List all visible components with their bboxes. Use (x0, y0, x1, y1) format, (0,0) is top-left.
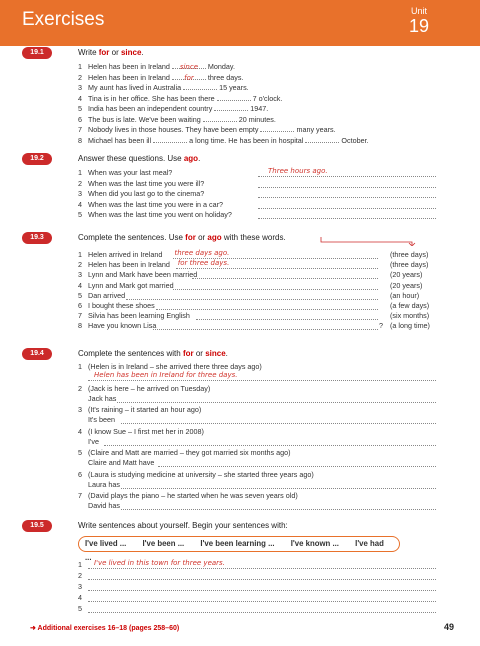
item-text: I bought these shoes (88, 301, 155, 310)
item-number: 4 (78, 426, 82, 436)
exercise-item (78, 311, 190, 321)
item-text: 1947. (248, 104, 269, 113)
answer-line[interactable] (258, 201, 436, 209)
item-text: October. (339, 135, 369, 145)
answer-text: Three hours ago. (268, 167, 328, 175)
exercise-item (78, 83, 249, 93)
answer-text: for three days. (177, 259, 230, 268)
question-text: When was the last time you were ill? (88, 178, 205, 188)
item-text: Lynn and Mark have been married (88, 270, 198, 280)
exercise-item (78, 593, 88, 603)
exercise-item (78, 104, 268, 114)
answer-line[interactable] (121, 481, 436, 489)
item-number: 2 (78, 571, 82, 580)
item-number: 6 (78, 301, 82, 310)
exercise-item (78, 448, 291, 458)
exercise-item (78, 125, 336, 135)
item-number: 6 (78, 469, 82, 479)
exercise-item (78, 321, 156, 331)
sentence-start: David has (88, 501, 120, 510)
exercise-item (78, 260, 170, 270)
answer-text: Helen has been in Ireland for three days. (94, 371, 238, 379)
sentence-starters-box (78, 536, 400, 562)
exercise-item (78, 73, 243, 83)
item-text: Helen has been in Ireland (88, 62, 172, 71)
hint-text: (a long time) (390, 321, 430, 331)
exercise-item (78, 427, 204, 437)
item-number: 8 (78, 321, 82, 331)
item-text: a long time. He has been in hospital (187, 135, 306, 145)
additional-exercises-link[interactable]: ➜ Additional exercises 16–18 (pages 258–60) (30, 625, 180, 632)
cue-text: (It's raining – it started an hour ago) (88, 405, 202, 414)
item-text: Helen has been in Ireland (88, 260, 170, 270)
exercise-badge-19-5: 19.5 (22, 520, 52, 532)
question-text: When was the last time you went on holiday? (88, 210, 232, 219)
item-number: 3 (78, 582, 82, 591)
question-mark: ? (379, 321, 383, 331)
starter: I've known ... (290, 539, 339, 548)
item-text: many years. (294, 125, 336, 134)
answer-line[interactable] (121, 416, 436, 424)
question-item (78, 179, 204, 189)
item-text: Have you known Lisa (88, 321, 157, 331)
item-number: 7 (78, 311, 82, 321)
item-number: 1 (78, 250, 82, 259)
answer-line[interactable] (88, 572, 436, 580)
answer-text: three days ago. (174, 249, 230, 257)
sentence-start: Laura has (88, 479, 120, 489)
hint-text: (20 years) (390, 280, 423, 290)
starter: I've had ... (85, 539, 384, 562)
starter: I've been ... (142, 539, 185, 548)
item-number: 5 (78, 210, 82, 219)
answer-line[interactable] (176, 261, 378, 269)
item-text: Lynn and Mark got married (88, 280, 174, 290)
exercise-item (78, 115, 276, 125)
item-text: India has been an independent country (88, 104, 215, 113)
item-number: 1 (78, 62, 82, 71)
item-number: 1 (78, 362, 82, 371)
answer-line[interactable] (158, 459, 436, 467)
item-text: three days. (205, 72, 244, 82)
hint-text: (an hour) (390, 290, 420, 300)
exercise-badge-19-4: 19.4 (22, 348, 52, 360)
item-number: 5 (78, 448, 82, 457)
exercise-badge-19-3: 19.3 (22, 232, 52, 244)
answer-line[interactable] (117, 395, 436, 403)
item-number: 2 (78, 178, 82, 188)
item-text: Nobody lives in those houses. They have been empty (88, 125, 261, 134)
answer-text: I've lived in this town for three years. (94, 559, 225, 567)
cue-text: (Claire and Matt are married – they got married six months ago) (88, 448, 291, 457)
item-number: 4 (78, 199, 82, 209)
starter: I've been learning ... (200, 539, 275, 548)
exercise-item (78, 470, 314, 480)
exercise-instruction: Write sentences about yourself. Begin your sentences with: (78, 521, 288, 530)
answer-line[interactable] (173, 251, 379, 259)
answer-blank[interactable] (214, 104, 248, 111)
item-number: 5 (78, 604, 82, 613)
exercise-item (78, 582, 88, 592)
sentence-start: I've (88, 436, 99, 446)
exercise-item (78, 136, 369, 146)
item-number: 4 (78, 593, 82, 602)
item-number: 7 (78, 491, 82, 500)
item-number: 5 (78, 290, 82, 300)
exercise-item (78, 571, 88, 581)
item-text: Helen arrived in Ireland (88, 250, 163, 259)
answer-blank[interactable] (153, 136, 187, 143)
answer-blank[interactable] (172, 73, 206, 80)
item-text: Monday. (205, 62, 235, 71)
item-number: 2 (78, 72, 82, 82)
answer-line[interactable] (173, 282, 379, 290)
hint-text: (a few days) (390, 301, 430, 310)
exercise-instruction: Complete the sentences. Use for or ago with these words. (78, 233, 286, 242)
item-text: Helen has been in Ireland (88, 72, 172, 82)
exercise-instruction: Complete the sentences with for or since. (78, 349, 228, 358)
question-text: When did you last go to the cinema? (88, 189, 205, 198)
page-number: 49 (444, 622, 455, 632)
answer-text: since (179, 63, 199, 71)
item-number: 1 (78, 560, 82, 569)
unit-number: 19 (408, 16, 430, 36)
answer-blank[interactable] (217, 94, 251, 101)
item-text: 7 o'clock. (250, 93, 283, 103)
answer-line[interactable] (258, 169, 436, 177)
page-title: Exercises (22, 9, 105, 30)
cue-text: (Helen is in Ireland – she arrived there three days ago) (88, 362, 262, 371)
item-number: 1 (78, 168, 82, 177)
item-number: 3 (78, 189, 82, 198)
item-number: 8 (78, 135, 82, 145)
answer-line[interactable] (258, 190, 436, 198)
item-number: 3 (78, 270, 82, 280)
exercise-item (78, 270, 197, 280)
exercise-item (78, 250, 162, 260)
exercise-badge-19-1: 19.1 (22, 47, 52, 59)
answer-line[interactable] (126, 292, 378, 300)
answer-line[interactable] (104, 438, 436, 446)
item-number: 2 (78, 383, 82, 393)
question-item (78, 200, 223, 210)
answer-text: for (184, 73, 194, 82)
sentence-start: Claire and Matt have (88, 458, 155, 467)
cue-text: (I know Sue – I first met her in 2008) (88, 426, 204, 436)
exercise-item (78, 384, 210, 394)
exercise-instruction: Write for or since. (78, 48, 144, 57)
answer-blank[interactable] (172, 62, 206, 69)
hint-text: (20 years) (390, 270, 423, 280)
exercise-item (78, 281, 174, 291)
starter: I've lived ... (85, 539, 127, 548)
item-text: 20 minutes. (236, 114, 276, 124)
header-bar (0, 0, 480, 46)
question-item (78, 189, 204, 199)
item-number: 5 (78, 104, 82, 113)
exercise-item (78, 405, 201, 415)
answer-line[interactable] (192, 271, 378, 279)
item-number: 3 (78, 83, 82, 92)
answer-blank[interactable] (183, 83, 217, 90)
question-text: When was the last time you were in a car? (88, 199, 224, 209)
item-text: My aunt has lived in Australia (88, 83, 184, 92)
hint-text: (three days) (390, 260, 429, 270)
sentence-start: Jack has (88, 393, 117, 403)
cue-text: (Laura is studying medicine at university – she started three years ago) (88, 469, 314, 479)
item-text: Michael has been ill (88, 135, 154, 145)
answer-blank[interactable] (203, 115, 237, 122)
answer-line[interactable] (153, 322, 378, 330)
item-text: Tina is in her office. She has been there (88, 93, 217, 103)
exercise-item (78, 94, 282, 104)
item-number: 3 (78, 405, 82, 414)
answer-blank[interactable] (305, 136, 339, 143)
cue-text: (Jack is here – he arrived on Tuesday) (88, 383, 211, 393)
question-text: When was your last meal? (88, 168, 173, 177)
cue-text: (David plays the piano – he started when he was seven years old) (88, 491, 298, 500)
item-number: 4 (78, 93, 82, 103)
answer-line[interactable] (88, 373, 436, 381)
answer-line[interactable] (88, 594, 436, 602)
answer-line[interactable] (156, 302, 378, 310)
exercise-item (78, 604, 88, 614)
item-number: 6 (78, 114, 82, 124)
exercise-item (78, 491, 298, 501)
answer-blank[interactable] (260, 125, 294, 132)
item-number: 7 (78, 125, 82, 134)
answer-line[interactable] (196, 312, 378, 320)
item-text: The bus is late. We've been waiting (88, 114, 203, 124)
exercise-item (78, 291, 125, 301)
sentence-start: It's been (88, 415, 115, 424)
item-text: 15 years. (217, 83, 249, 92)
item-number: 4 (78, 280, 82, 290)
arrow-icon (320, 236, 416, 246)
answer-line[interactable] (258, 211, 436, 219)
unit-label: Unit (410, 6, 427, 16)
item-text: Dan arrived (88, 290, 126, 300)
exercise-item (78, 62, 235, 72)
item-number: 2 (78, 260, 82, 270)
hint-text: (three days) (390, 250, 429, 259)
exercise-item (78, 560, 88, 570)
hint-text: (six months) (390, 311, 430, 321)
answer-line[interactable] (88, 583, 436, 591)
answer-line[interactable] (121, 502, 436, 510)
exercise-item (78, 301, 155, 311)
answer-line[interactable] (88, 605, 436, 613)
unit-box (394, 2, 444, 44)
exercise-instruction: Answer these questions. Use ago. (78, 154, 201, 163)
answer-line[interactable] (88, 561, 436, 569)
exercise-badge-19-2: 19.2 (22, 153, 52, 165)
question-item (78, 168, 172, 178)
item-text: Silvia has been learning English (88, 311, 190, 321)
question-item (78, 210, 232, 220)
answer-line[interactable] (258, 180, 436, 188)
